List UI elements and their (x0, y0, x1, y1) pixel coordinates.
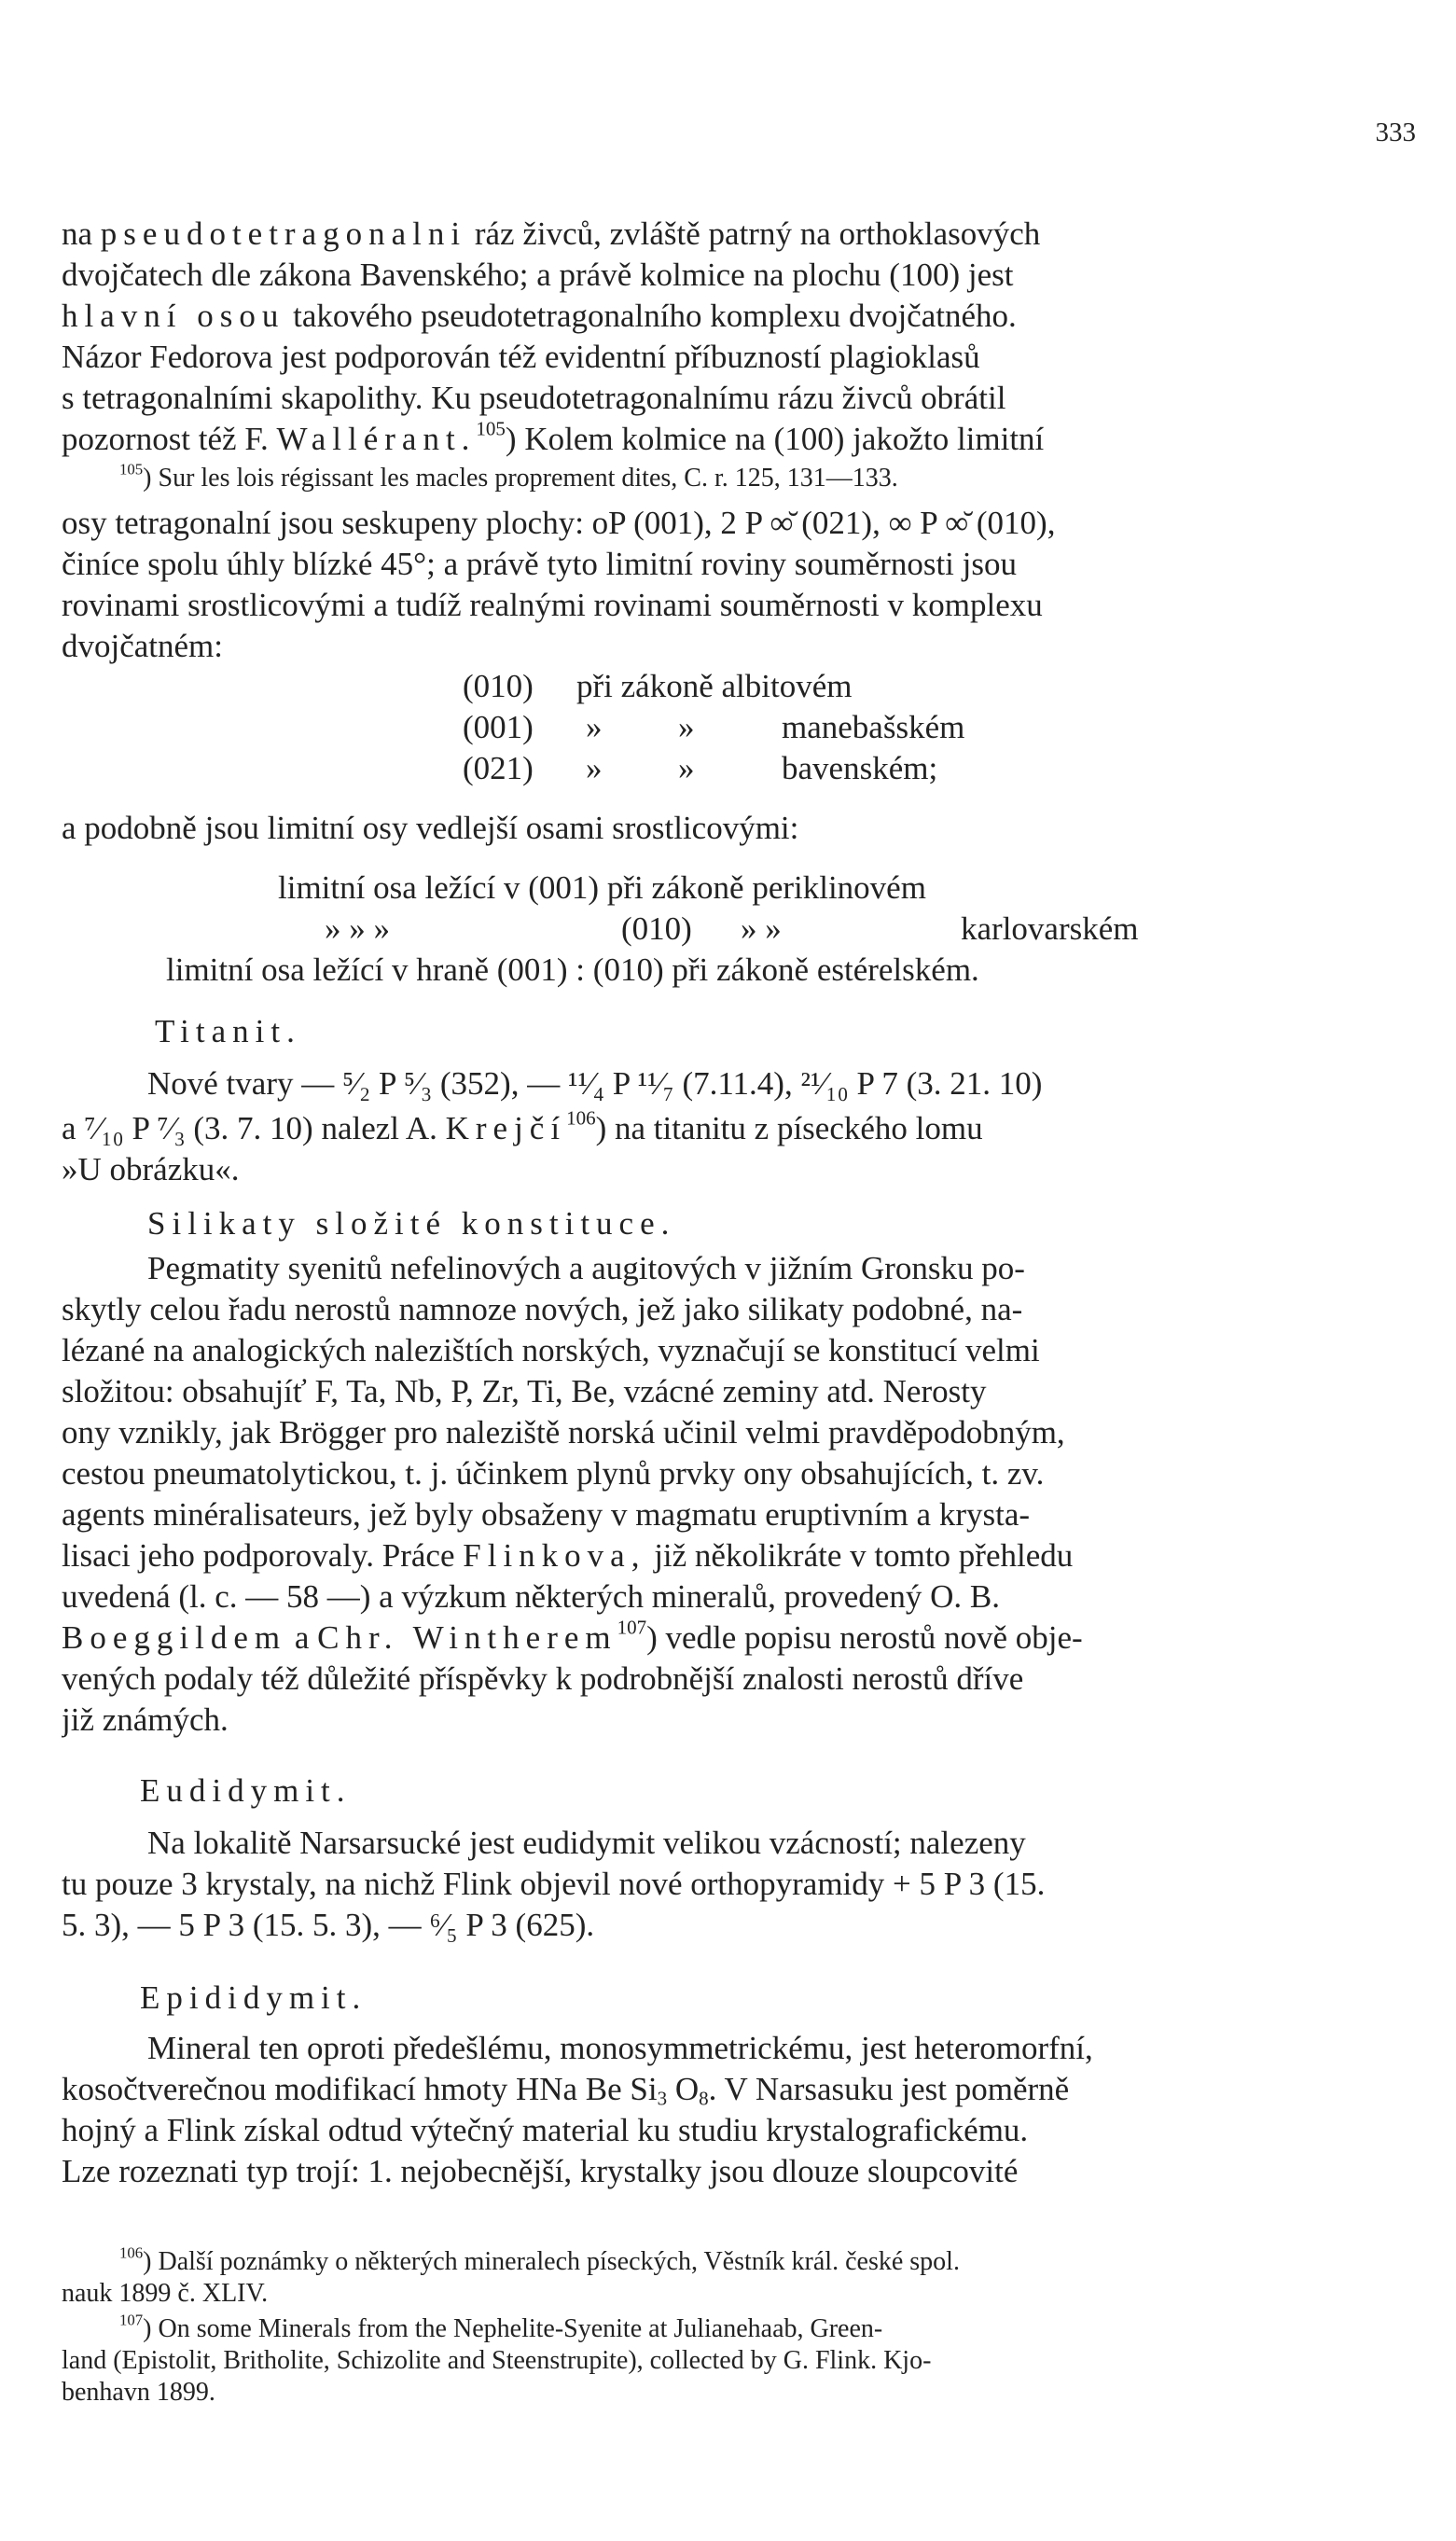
section-heading-silikaty: Silikaty složité konstituce. (147, 1205, 676, 1242)
text-line: složitou: obsahujíť F, Ta, Nb, P, Zr, Ti, Be, vzácné zeminy atd. Nerosty (62, 1373, 987, 1409)
text-line: Nové tvary — ⁵⁄₂ P ⁵⁄₃ (352), — ¹¹⁄₄ P ¹¹⁄₇ (7.11.4), ²¹⁄₁₀ P 7 (3. 21. 10) (147, 1065, 1043, 1102)
text-line: osy tetragonalní jsou seskupeny plochy: oP (001), 2 P ∞̆ (021), ∞ P ∞̆ (010), (62, 505, 1056, 541)
text-line: dvojčatném: (62, 628, 224, 664)
text-line: ony vznikly, jak Brögger pro naleziště norská učinil velmi pravděpodobným, (62, 1414, 1065, 1451)
text-line: pozornost též F. Wallérant.$^{105}$) Kolem kolmice na (100) jakožto limitní (62, 419, 1045, 457)
text-line: agents minéralisateurs, jež byly obsaženy v magmatu eruptivním a krysta- (62, 1496, 1031, 1533)
text-line: Názor Fedorova jest podporován též evidentní příbuzností plagioklasů (62, 339, 980, 375)
text-line: skytly celou řadu nerostů namnoze nových, jež jako silikaty podobné, na- (62, 1291, 1023, 1327)
text-line: hlavní osou takového pseudotetragonalního komplexu dvojčatného. (62, 298, 1017, 334)
text-line: již známých. (62, 1701, 229, 1738)
footnote-107: $^{107}$) On some Minerals from the Nephelite-Syenite at Julianehaab, Green- (119, 2313, 883, 2343)
ditto-mark: » » (741, 910, 782, 947)
law-plane: (021) (463, 750, 534, 786)
axis-text: karlovarském (961, 910, 1139, 947)
text-line: Lze rozeznati typ trojí: 1. nejobecnější, krystalky jsou dlouze sloupcovité (62, 2153, 1019, 2189)
text-line: Pegmatity syenitů nefelinových a augitových v jižním Gronsku po- (147, 1250, 1025, 1286)
footnote-106: $^{106}$) Další poznámky o některých mineralech píseckých, Věstník král. české spol. (119, 2246, 960, 2276)
text-line: kosočtverečnou modifikací hmoty HNa Be $Si_3$ $O_8$. V Narsasuku jest poměrně (62, 2071, 1070, 2110)
text-line: »U obrázku«. (62, 1151, 240, 1187)
text-line: tu pouze 3 krystaly, na nichž Flink objevil nové orthopyramidy + 5 P 3 (15. (62, 1866, 1046, 1902)
section-heading-titanit: Titanit. (155, 1013, 301, 1049)
axis-line: limitní osa ležící v hraně (001) : (010) při zákoně estérelském. (166, 951, 979, 988)
law-plane: (010) (463, 668, 534, 704)
footnote-line: nauk 1899 č. XLIV. (62, 2279, 269, 2308)
text-line: činíce spolu úhly blízké 45°; a právě tyto limitní roviny souměrnosti jsou (62, 546, 1017, 582)
ditto-mark: » (678, 750, 695, 786)
footnote-line: benhavn 1899. (62, 2378, 215, 2407)
axis-plane: (010) (621, 910, 692, 947)
text-line: a podobně jsou limitní osy vedlejší osami srostlicovými: (62, 810, 799, 846)
law-plane: (001) (463, 709, 534, 745)
text-line: Na lokalitě Narsarsucké jest eudidymit velikou vzácností; nalezeny (147, 1825, 1026, 1861)
ditto-mark: » (586, 750, 603, 786)
ditto-mark: » (586, 709, 603, 745)
ditto-mark: » (678, 709, 695, 745)
text-line: lézané na analogických nalezištích norských, vyznačují se konstitucí velmi (62, 1332, 1040, 1368)
text-line: Boeggildem a Chr. Wintherem$^{107}$) vedle popisu nerostů nově obje- (62, 1618, 1083, 1656)
section-heading-eudidymit: Eudidymit. (140, 1772, 352, 1809)
text-line: na pseudotetragonalni ráz živců, zvláště patrný na orthoklasových (62, 215, 1041, 252)
axis-line: limitní osa ležící v (001) při zákoně periklinovém (278, 869, 926, 906)
text-line: Mineral ten oproti předešlému, monosymmetrickému, jest heteromorfní, (147, 2030, 1093, 2066)
section-heading-epididymit: Epididymit. (140, 1979, 367, 2016)
text-line: cestou pneumatolytickou, t. j. účinkem plynů prvky ony obsahujících, t. zv. (62, 1455, 1045, 1492)
text-line: rovinami srostlicovými a tudíž realnými rovinami souměrnosti v komplexu (62, 587, 1043, 623)
page-number: 333 (1375, 118, 1416, 147)
law-text: při zákoně albitovém (576, 668, 853, 704)
law-text: manebašském (782, 709, 965, 745)
text-line: uvedená (l. c. — 58 —) a výzkum některých mineralů, provedený O. B. (62, 1578, 1000, 1615)
law-text: bavenském; (782, 750, 938, 786)
text-line: hojný a Flink získal odtud výtečný material ku studiu krystalografickému. (62, 2112, 1029, 2148)
ditto-mark: » » » (325, 910, 390, 947)
text-line: s tetragonalními skapolithy. Ku pseudotetragonalnímu rázu živců obrátil (62, 380, 1006, 416)
footnote-105: $^{105}$) Sur les lois régissant les macles proprement dites, C. r. 125, 131—133. (119, 463, 898, 493)
text-line: 5. 3), — 5 P 3 (15. 5. 3), — ⁶⁄₅ P 3 (625). (62, 1907, 595, 1943)
text-line: a ⁷⁄₁₀ P ⁷⁄₃ (3. 7. 10) nalezl A. Krejčí$^{106}$) na titanitu z píseckého lomu (62, 1108, 983, 1146)
text-line: lisaci jeho podporovaly. Práce Flinkova, již několikráte v tomto přehledu (62, 1537, 1074, 1574)
text-line: dvojčatech dle zákona Bavenského; a právě kolmice na plochu (100) jest (62, 257, 1014, 293)
footnote-line: land (Epistolit, Britholite, Schizolite and Steenstrupite), collected by G. Flink. Kjo- (62, 2346, 932, 2375)
text-line: vených podaly též důležité příspěvky k podrobnější znalosti nerostů dříve (62, 1660, 1024, 1697)
